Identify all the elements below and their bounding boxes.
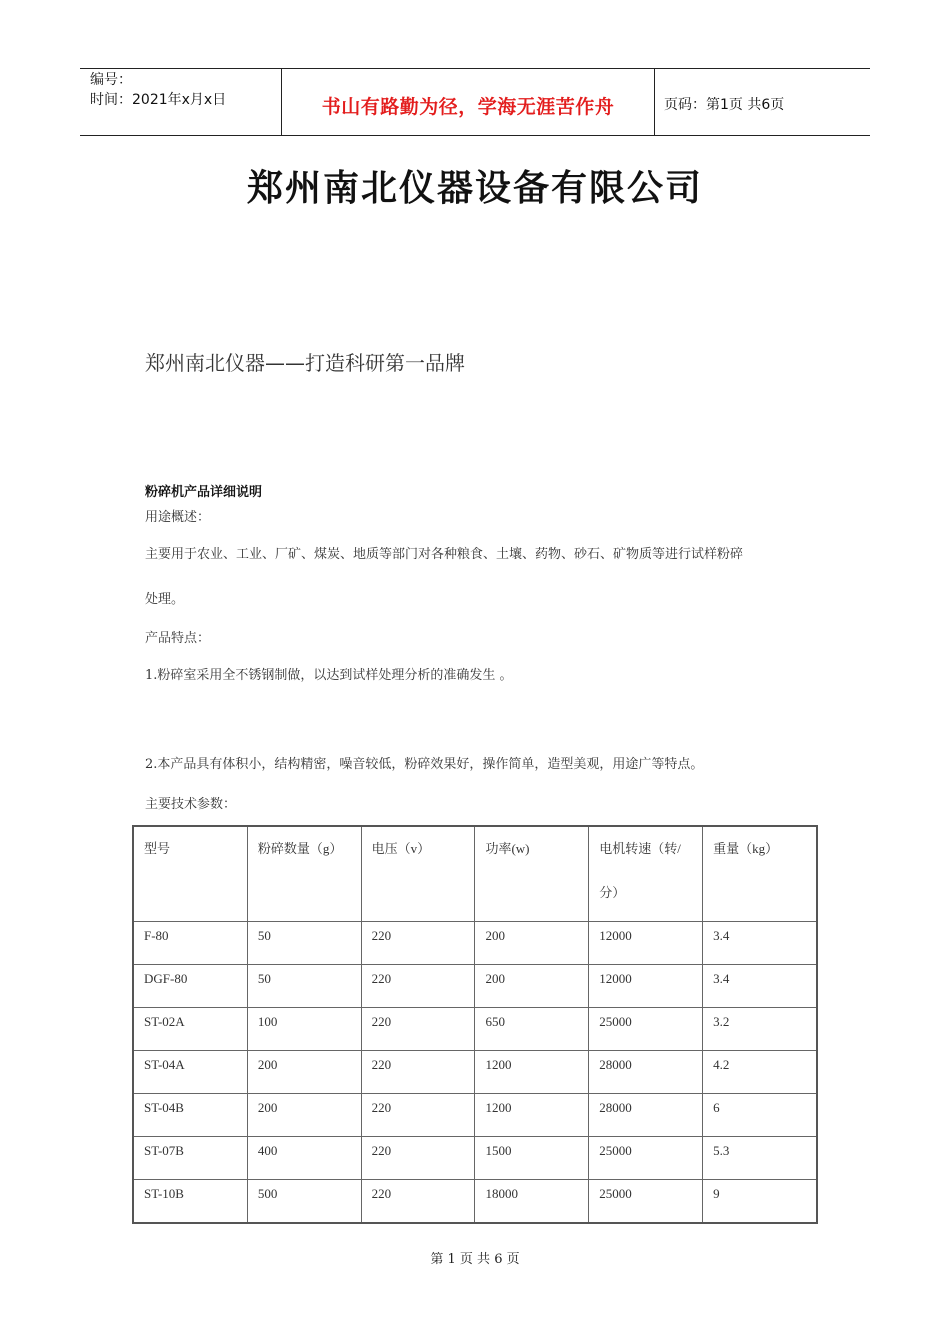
specs-table bbox=[132, 825, 818, 1224]
table-cell: 12000 bbox=[589, 965, 703, 1008]
header-page-code: 页码：第1页 共6页 bbox=[664, 97, 785, 113]
table-cell: 500 bbox=[247, 1180, 361, 1224]
table-header-cell: 重量（kg） bbox=[703, 826, 817, 922]
header-bottom-rule bbox=[80, 135, 870, 136]
number-label: 编号： bbox=[90, 72, 132, 88]
params-label: 主要技术参数： bbox=[145, 797, 237, 812]
table-cell: 25000 bbox=[589, 1008, 703, 1051]
table-row bbox=[133, 1051, 817, 1094]
table-row bbox=[133, 1094, 817, 1137]
table-cell: 200 bbox=[247, 1051, 361, 1094]
table-cell: 1200 bbox=[475, 1094, 589, 1137]
table-cell: 12000 bbox=[589, 922, 703, 965]
table-header-cell: 电机转速（转/分） bbox=[589, 826, 703, 922]
table-header-row bbox=[133, 826, 817, 922]
header-motto: 书山有路勤为径，学海无涯苦作舟 bbox=[321, 96, 615, 118]
table-cell: 220 bbox=[361, 1008, 475, 1051]
slogan: 郑州南北仪器——打造科研第一品牌 bbox=[145, 351, 465, 375]
table-cell: 5.3 bbox=[703, 1137, 817, 1180]
table-cell: 25000 bbox=[589, 1137, 703, 1180]
table-header-cell: 型号 bbox=[133, 826, 247, 922]
page-footer: 第 1 页 共 6 页 bbox=[430, 1252, 520, 1267]
table-header-cell: 粉碎数量（g） bbox=[247, 826, 361, 922]
table-cell: ST-04B bbox=[133, 1094, 247, 1137]
feature-1: 1.粉碎室采用全不锈钢制做，以达到试样处理分析的准确发生 。 bbox=[145, 668, 513, 683]
table-row bbox=[133, 1137, 817, 1180]
table-cell: ST-07B bbox=[133, 1137, 247, 1180]
table-cell: 3.4 bbox=[703, 922, 817, 965]
table-cell: 3.2 bbox=[703, 1008, 817, 1051]
table-cell: ST-02A bbox=[133, 1008, 247, 1051]
table-cell: DGF-80 bbox=[133, 965, 247, 1008]
table-cell: 220 bbox=[361, 1094, 475, 1137]
table-cell: 18000 bbox=[475, 1180, 589, 1224]
usage-line-1: 主要用于农业、工业、厂矿、煤炭、地质等部门对各种粮食、土壤、药物、砂石、矿物质等进行试样粉碎 bbox=[145, 547, 744, 562]
table-cell: 50 bbox=[247, 922, 361, 965]
table-header-cell: 功率(w) bbox=[475, 826, 589, 922]
table-cell: 1200 bbox=[475, 1051, 589, 1094]
table-cell: 220 bbox=[361, 1137, 475, 1180]
table-cell: F-80 bbox=[133, 922, 247, 965]
company-title: 郑州南北仪器设备有限公司 bbox=[246, 167, 703, 209]
table-cell: ST-04A bbox=[133, 1051, 247, 1094]
table-row bbox=[133, 965, 817, 1008]
table-cell: 220 bbox=[361, 1180, 475, 1224]
table-cell: 6 bbox=[703, 1094, 817, 1137]
table-cell: 650 bbox=[475, 1008, 589, 1051]
table-cell: 3.4 bbox=[703, 965, 817, 1008]
table-cell: 4.2 bbox=[703, 1051, 817, 1094]
table-cell: 200 bbox=[475, 965, 589, 1008]
header-left bbox=[90, 70, 226, 110]
header-top-rule bbox=[80, 68, 870, 69]
time-label: 时间：2021年x月x日 bbox=[90, 92, 227, 108]
table-row bbox=[133, 922, 817, 965]
section-heading: 粉碎机产品详细说明 bbox=[145, 485, 263, 500]
table-cell: 220 bbox=[361, 965, 475, 1008]
table-cell: 28000 bbox=[589, 1094, 703, 1137]
table-row bbox=[133, 1008, 817, 1051]
table-cell: 1500 bbox=[475, 1137, 589, 1180]
feature-2: 2.本产品具有体积小，结构精密，噪音较低，粉碎效果好，操作简单，造型美观，用途广等特点。 bbox=[145, 757, 704, 772]
table-cell: 200 bbox=[247, 1094, 361, 1137]
table-header-cell: 电压（v） bbox=[361, 826, 475, 922]
table-cell: 50 bbox=[247, 965, 361, 1008]
table-cell: 200 bbox=[475, 922, 589, 965]
table-cell: 9 bbox=[703, 1180, 817, 1224]
header-divider-2 bbox=[654, 68, 655, 135]
table-cell: 28000 bbox=[589, 1051, 703, 1094]
table-cell: ST-10B bbox=[133, 1180, 247, 1224]
table-cell: 220 bbox=[361, 1051, 475, 1094]
table-row bbox=[133, 1180, 817, 1224]
table-cell: 100 bbox=[247, 1008, 361, 1051]
features-label: 产品特点： bbox=[145, 631, 211, 646]
usage-line-2: 处理。 bbox=[145, 592, 185, 607]
usage-label: 用途概述： bbox=[145, 510, 211, 525]
table-cell: 25000 bbox=[589, 1180, 703, 1224]
table-cell: 400 bbox=[247, 1137, 361, 1180]
table-cell: 220 bbox=[361, 922, 475, 965]
